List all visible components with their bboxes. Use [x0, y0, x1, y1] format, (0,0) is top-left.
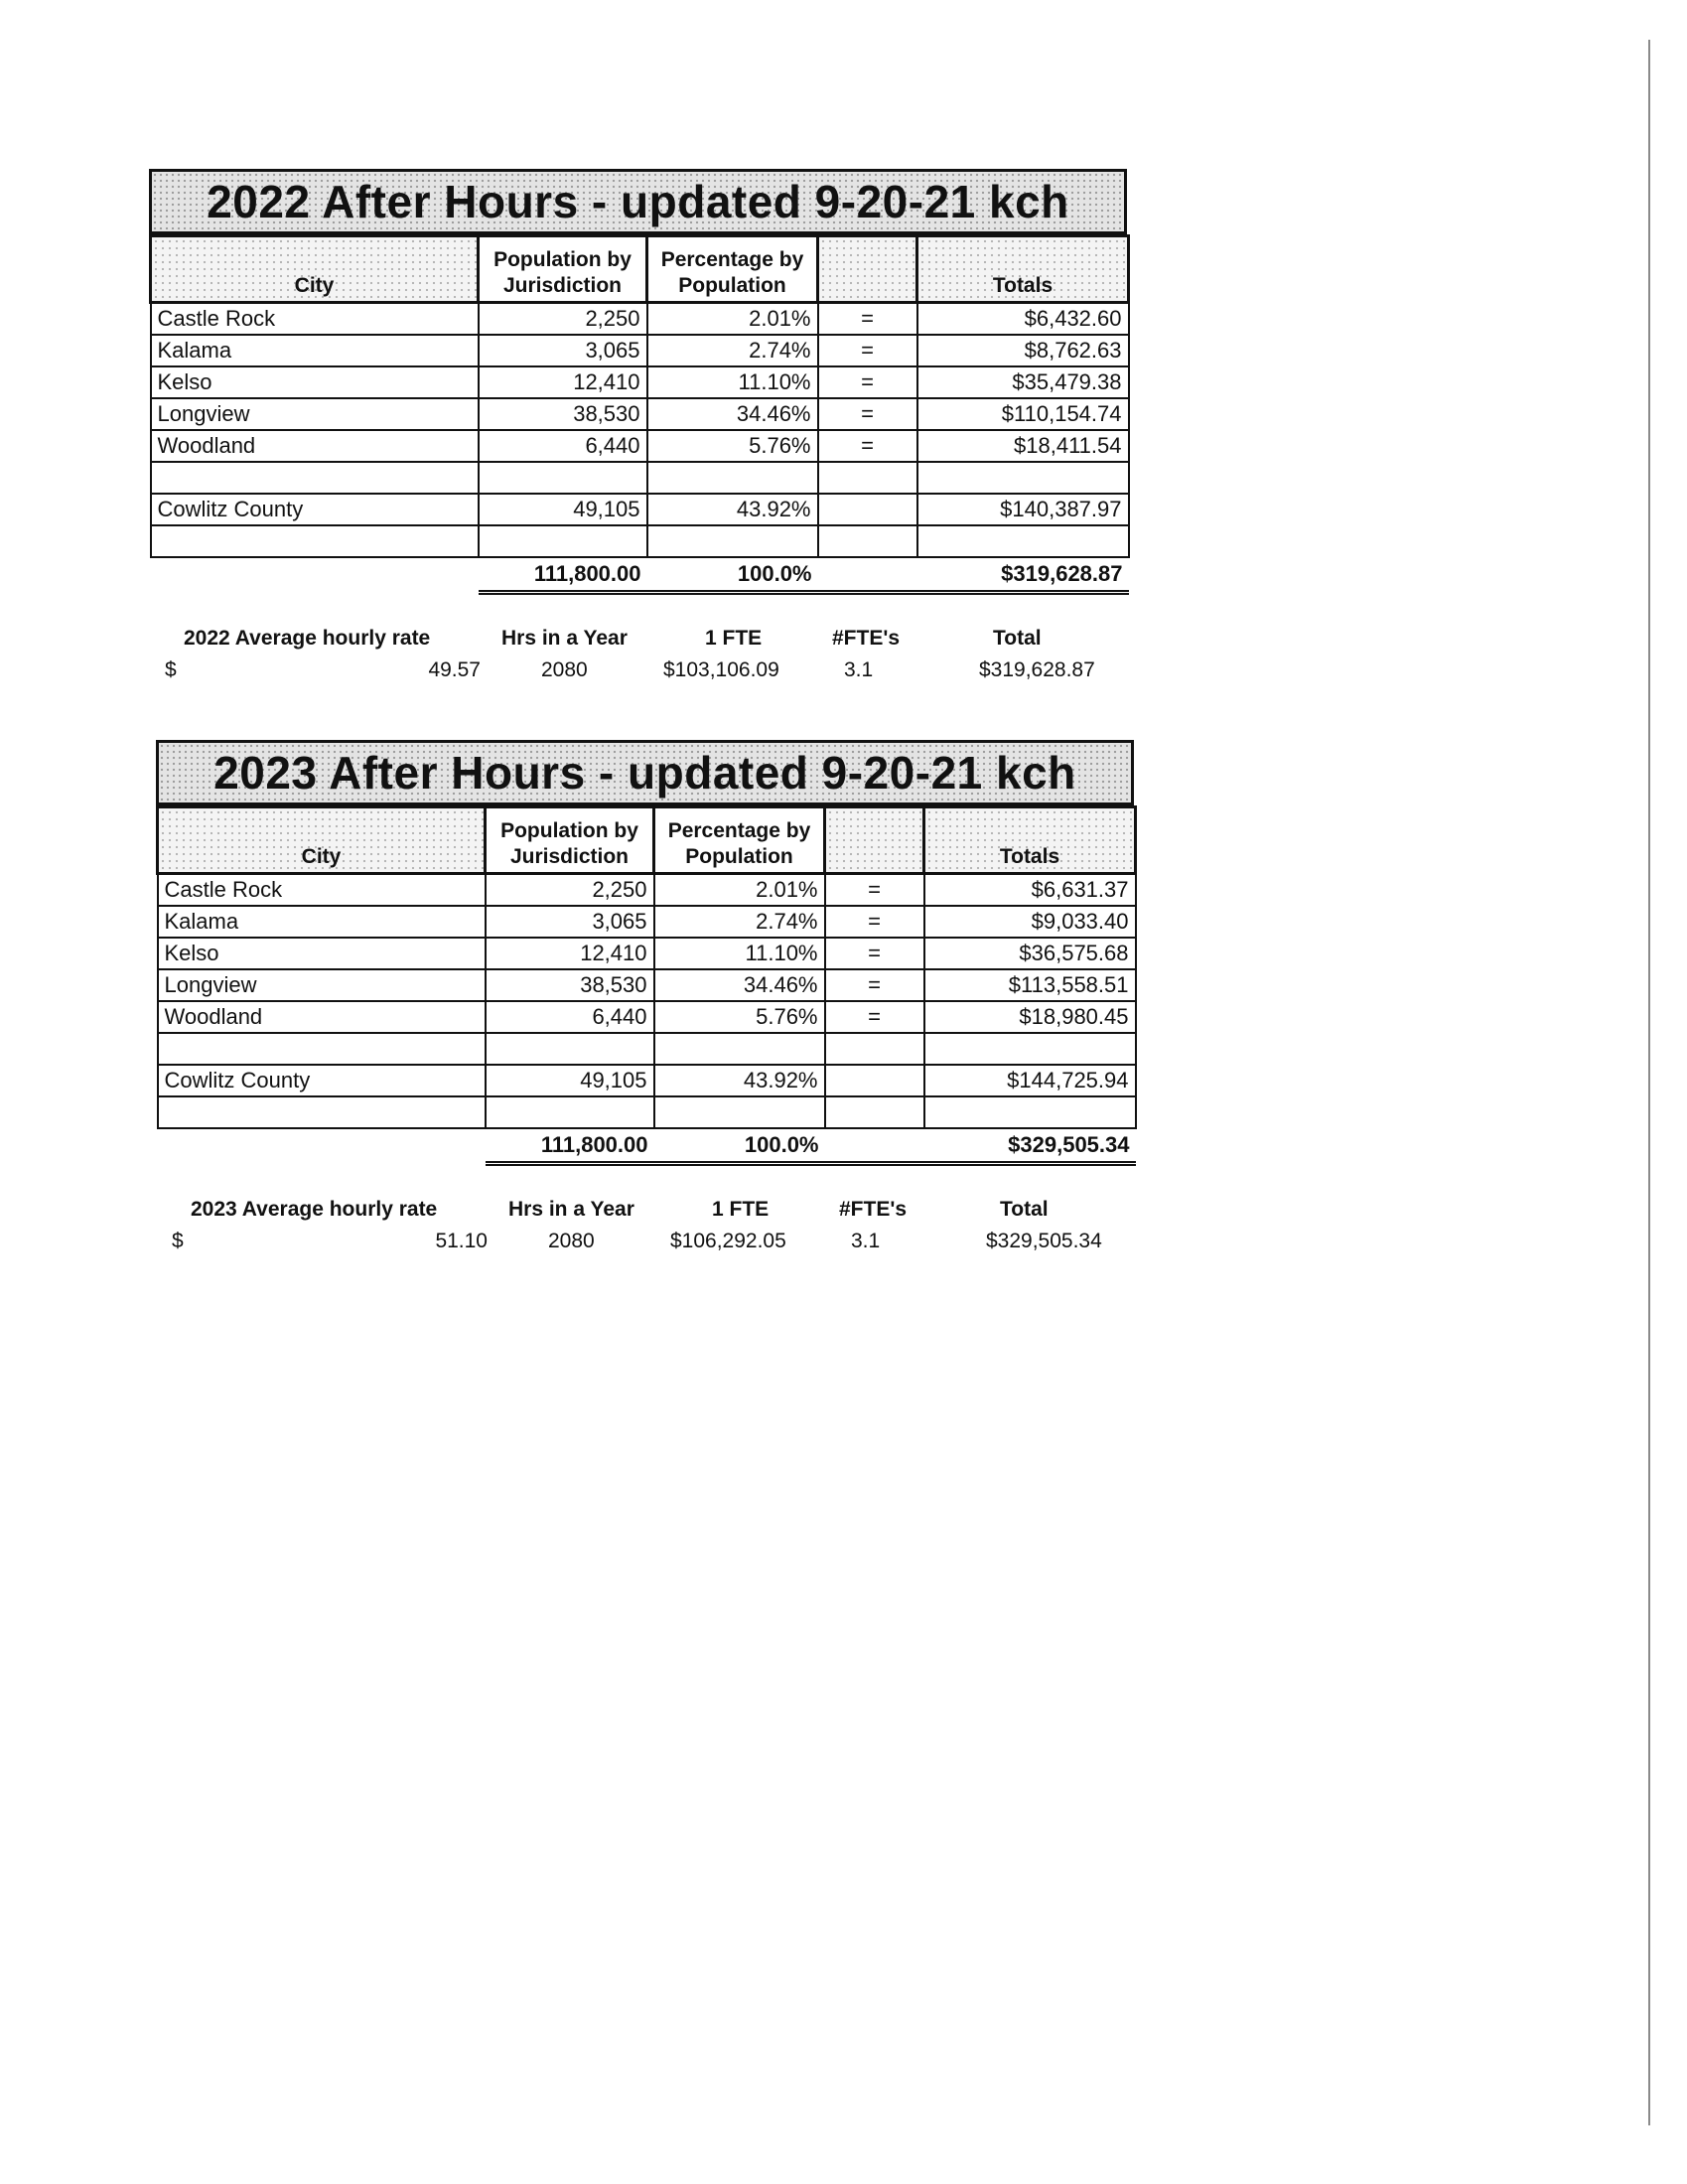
blank-row [158, 1096, 1136, 1128]
table-row: Castle Rock 2,250 2.01% = $6,432.60 [151, 303, 1129, 336]
blank-header [818, 236, 917, 303]
table-title-bar [149, 169, 1127, 234]
ftes-label: #FTE's [839, 1198, 908, 1221]
city-header: City [158, 807, 486, 874]
avg-rate-label: 2023 Average hourly rate [191, 1198, 438, 1221]
total-value: $329,505.34 [986, 1230, 1102, 1252]
table-row: Kalama 3,065 2.74% = $8,762.63 [151, 335, 1129, 366]
header-row [151, 236, 1129, 303]
hourly-rate-summary [156, 1198, 1134, 1277]
sum-percentage: 100.0% [654, 1128, 825, 1164]
hrs-value: 2080 [548, 1230, 595, 1252]
table-row: Castle Rock 2,250 2.01% = $6,631.37 [158, 874, 1136, 907]
total-label: Total [993, 627, 1042, 650]
header-row [158, 807, 1136, 874]
hourly-rate-summary [149, 627, 1127, 706]
table-row: Kelso 12,410 11.10% = $36,575.68 [158, 938, 1136, 969]
fte-value: $106,292.05 [670, 1230, 786, 1252]
hrs-value: 2080 [541, 658, 588, 681]
totals-header: Totals [917, 236, 1129, 303]
avg-rate-value: 49.57 [428, 658, 481, 681]
sum-percentage: 100.0% [647, 557, 818, 593]
population-header: Population by Jurisdiction [479, 236, 647, 303]
table-row: Kelso 12,410 11.10% = $35,479.38 [151, 366, 1129, 398]
hrs-label: Hrs in a Year [501, 627, 628, 650]
table-title-bar [156, 740, 1134, 805]
table-row: Kalama 3,065 2.74% = $9,033.40 [158, 906, 1136, 938]
blank-row [151, 525, 1129, 557]
sum-population: 111,800.00 [479, 557, 647, 593]
page-edge-line [1648, 40, 1650, 2125]
sum-row [151, 557, 1129, 593]
population-header: Population by Jurisdiction [486, 807, 654, 874]
fte-label: 1 FTE [705, 627, 763, 650]
table-title: 2022 After Hours - updated 9-20-21 kch [207, 176, 1069, 227]
allocation-table-2023 [156, 805, 1137, 1166]
blank-row [158, 1033, 1136, 1065]
table-title: 2023 After Hours - updated 9-20-21 kch [213, 747, 1076, 799]
ftes-label: #FTE's [832, 627, 901, 650]
total-label: Total [1000, 1198, 1049, 1221]
ftes-value: 3.1 [844, 658, 874, 681]
currency-symbol: $ [165, 658, 177, 681]
table-row: Woodland 6,440 5.76% = $18,411.54 [151, 430, 1129, 462]
ftes-value: 3.1 [851, 1230, 881, 1252]
totals-header: Totals [924, 807, 1136, 874]
table-row: Longview 38,530 34.46% = $113,558.51 [158, 969, 1136, 1001]
avg-rate-label: 2022 Average hourly rate [184, 627, 431, 650]
sum-total: $329,505.34 [924, 1128, 1136, 1164]
percentage-header: Percentage by Population [654, 807, 825, 874]
currency-symbol: $ [172, 1230, 184, 1252]
blank-row [151, 462, 1129, 494]
after-hours-2022-section [149, 169, 1127, 706]
city-header: City [151, 236, 479, 303]
county-row: Cowlitz County 49,105 43.92% $144,725.94 [158, 1065, 1136, 1096]
sum-total: $319,628.87 [917, 557, 1129, 593]
hrs-label: Hrs in a Year [508, 1198, 634, 1221]
fte-label: 1 FTE [712, 1198, 770, 1221]
table-row: Woodland 6,440 5.76% = $18,980.45 [158, 1001, 1136, 1033]
after-hours-2023-section [156, 740, 1134, 1277]
blank-header [825, 807, 924, 874]
total-value: $319,628.87 [979, 658, 1095, 681]
avg-rate-value: 51.10 [435, 1230, 488, 1252]
fte-value: $103,106.09 [663, 658, 779, 681]
table-row: Longview 38,530 34.46% = $110,154.74 [151, 398, 1129, 430]
sum-population: 111,800.00 [486, 1128, 654, 1164]
allocation-table-2022 [149, 234, 1130, 595]
sum-row [158, 1128, 1136, 1164]
county-row: Cowlitz County 49,105 43.92% $140,387.97 [151, 494, 1129, 525]
percentage-header: Percentage by Population [647, 236, 818, 303]
